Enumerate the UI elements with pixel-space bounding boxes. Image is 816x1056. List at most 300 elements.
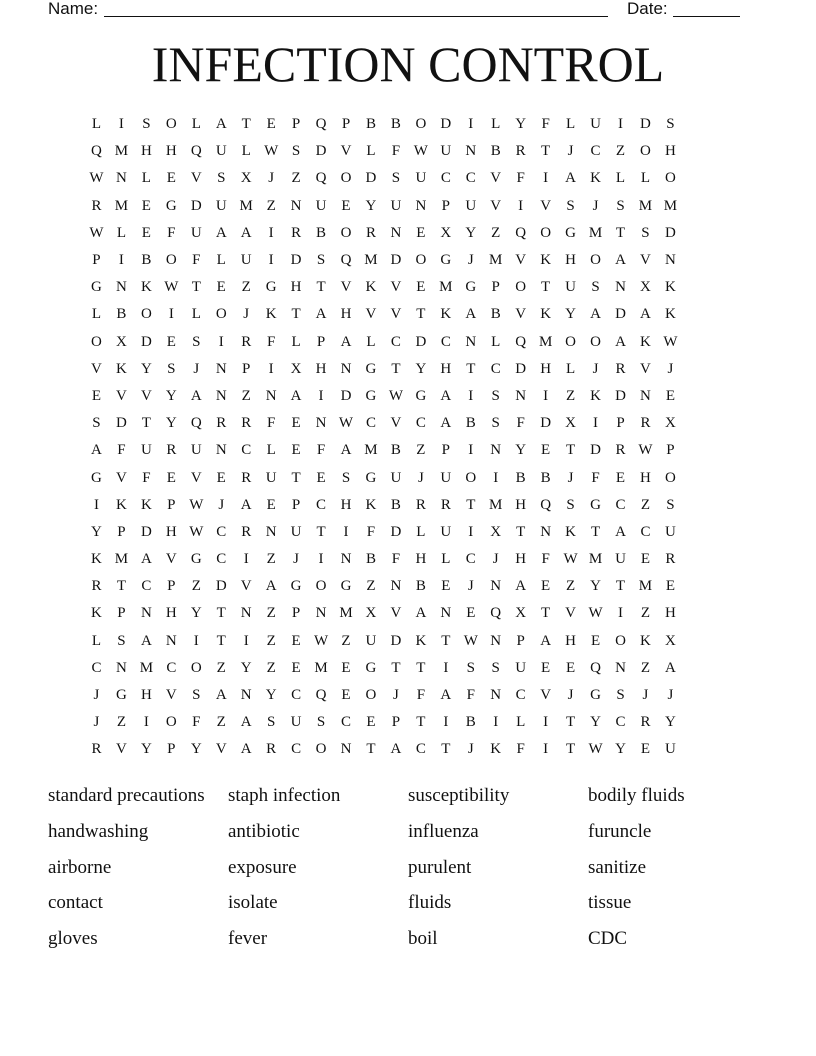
grid-letter[interactable]: Z [615, 143, 626, 160]
grid-letter[interactable]: X [490, 523, 502, 540]
grid-letter[interactable]: O [91, 333, 102, 350]
grid-letter[interactable]: A [465, 306, 477, 323]
grid-letter[interactable]: K [540, 306, 552, 323]
grid-letter[interactable]: O [465, 469, 477, 486]
grid-letter[interactable]: G [365, 387, 377, 404]
grid-letter[interactable]: O [640, 143, 651, 160]
grid-letter[interactable]: E [266, 116, 276, 133]
grid-letter[interactable]: K [640, 632, 651, 649]
grid-letter[interactable]: U [290, 523, 302, 540]
grid-letter[interactable]: Z [566, 387, 576, 404]
grid-letter[interactable]: P [167, 496, 176, 513]
grid-letter[interactable]: T [241, 116, 251, 133]
grid-letter[interactable]: C [590, 143, 601, 160]
grid-letter[interactable]: T [291, 469, 301, 486]
grid-letter[interactable]: R [640, 415, 651, 432]
grid-letter[interactable]: T [416, 714, 426, 731]
grid-letter[interactable]: C [316, 496, 327, 513]
grid-letter[interactable]: Q [91, 143, 102, 160]
grid-letter[interactable]: F [117, 442, 126, 459]
grid-letter[interactable]: U [590, 116, 601, 133]
grid-letter[interactable]: R [365, 224, 376, 241]
grid-letter[interactable]: G [365, 469, 377, 486]
grid-letter[interactable]: V [390, 415, 402, 432]
grid-letter[interactable]: U [440, 469, 452, 486]
grid-letter[interactable]: G [91, 469, 102, 486]
grid-letter[interactable]: A [515, 578, 527, 595]
grid-letter[interactable]: C [615, 496, 626, 513]
grid-letter[interactable]: D [640, 116, 651, 133]
grid-letter[interactable]: C [390, 333, 401, 350]
grid-letter[interactable]: R [415, 496, 426, 513]
grid-letter[interactable]: S [192, 687, 201, 704]
grid-letter[interactable]: S [641, 224, 650, 241]
grid-letter[interactable]: D [390, 632, 402, 649]
grid-letter[interactable]: N [465, 143, 477, 160]
grid-letter[interactable]: K [590, 170, 601, 187]
grid-letter[interactable]: F [192, 252, 201, 269]
grid-letter[interactable]: Q [515, 333, 527, 350]
grid-letter[interactable]: N [390, 578, 402, 595]
grid-letter[interactable]: N [116, 279, 127, 296]
grid-letter[interactable]: E [541, 578, 551, 595]
grid-letter[interactable]: F [416, 687, 426, 704]
grid-letter[interactable]: T [316, 279, 326, 296]
grid-letter[interactable]: R [640, 714, 651, 731]
grid-letter[interactable]: F [391, 551, 401, 568]
grid-letter[interactable]: S [491, 659, 500, 676]
grid-letter[interactable]: S [491, 387, 500, 404]
grid-letter[interactable]: B [490, 143, 501, 160]
grid-letter[interactable]: U [515, 659, 527, 676]
grid-letter[interactable]: S [466, 659, 475, 676]
grid-letter[interactable]: E [590, 632, 601, 649]
grid-letter[interactable]: P [167, 741, 176, 758]
grid-letter[interactable]: S [316, 714, 326, 731]
grid-letter[interactable]: N [240, 605, 252, 622]
grid-letter[interactable]: I [468, 116, 474, 133]
grid-letter[interactable]: S [341, 469, 351, 486]
grid-letter[interactable]: W [313, 632, 329, 649]
grid-letter[interactable]: D [540, 415, 552, 432]
grid-letter[interactable]: C [291, 687, 302, 704]
grid-letter[interactable]: D [615, 387, 626, 404]
grid-letter[interactable]: T [615, 224, 626, 241]
grid-letter[interactable]: V [140, 387, 152, 404]
grid-letter[interactable]: D [390, 523, 402, 540]
grid-letter[interactable]: J [293, 551, 300, 568]
grid-letter[interactable]: A [664, 659, 676, 676]
grid-letter[interactable]: W [563, 551, 578, 568]
grid-letter[interactable]: Z [416, 442, 426, 459]
grid-letter[interactable]: B [365, 116, 376, 133]
grid-letter[interactable]: P [92, 252, 101, 269]
grid-letter[interactable]: V [640, 252, 651, 269]
grid-letter[interactable]: A [215, 116, 227, 133]
grid-letter[interactable]: J [392, 687, 399, 704]
grid-letter[interactable]: C [640, 523, 651, 540]
grid-letter[interactable]: C [166, 659, 177, 676]
grid-letter[interactable]: O [340, 170, 352, 187]
grid-letter[interactable]: I [268, 252, 274, 269]
grid-letter[interactable]: S [142, 116, 151, 133]
grid-letter[interactable]: D [515, 360, 527, 377]
grid-letter[interactable]: B [540, 469, 551, 486]
grid-letter[interactable]: A [390, 741, 402, 758]
grid-letter[interactable]: U [190, 224, 202, 241]
grid-letter[interactable]: O [515, 279, 527, 296]
grid-letter[interactable]: U [664, 741, 676, 758]
grid-letter[interactable]: K [116, 496, 127, 513]
grid-letter[interactable]: P [391, 714, 401, 731]
grid-letter[interactable]: R [241, 415, 252, 432]
grid-letter[interactable]: I [318, 551, 324, 568]
grid-letter[interactable]: Q [315, 687, 327, 704]
grid-letter[interactable]: O [590, 252, 601, 269]
grid-letter[interactable]: I [443, 659, 449, 676]
grid-letter[interactable]: N [664, 252, 676, 269]
grid-letter[interactable]: K [640, 333, 651, 350]
grid-letter[interactable]: H [165, 143, 177, 160]
grid-letter[interactable]: F [167, 224, 176, 241]
grid-letter[interactable]: X [664, 632, 676, 649]
grid-letter[interactable]: C [490, 360, 501, 377]
grid-letter[interactable]: R [515, 143, 526, 160]
grid-letter[interactable]: N [340, 360, 352, 377]
grid-letter[interactable]: I [218, 333, 224, 350]
grid-letter[interactable]: J [93, 714, 100, 731]
grid-letter[interactable]: R [615, 360, 626, 377]
grid-letter[interactable]: S [266, 714, 276, 731]
grid-letter[interactable]: I [268, 224, 274, 241]
grid-letter[interactable]: B [515, 469, 526, 486]
grid-letter[interactable]: Z [266, 197, 276, 214]
grid-letter[interactable]: D [116, 415, 127, 432]
grid-letter[interactable]: T [466, 496, 476, 513]
grid-letter[interactable]: F [192, 714, 201, 731]
grid-letter[interactable]: L [441, 551, 451, 568]
grid-letter[interactable]: V [490, 197, 502, 214]
grid-letter[interactable]: W [189, 523, 204, 540]
grid-letter[interactable]: N [116, 659, 127, 676]
grid-letter[interactable]: P [441, 442, 450, 459]
grid-letter[interactable]: N [490, 687, 502, 704]
grid-letter[interactable]: K [365, 279, 377, 296]
grid-letter[interactable]: Z [216, 714, 226, 731]
grid-letter[interactable]: P [242, 360, 251, 377]
grid-letter[interactable]: I [143, 714, 149, 731]
grid-letter[interactable]: S [616, 687, 625, 704]
grid-letter[interactable]: V [116, 469, 127, 486]
grid-letter[interactable]: M [364, 442, 378, 459]
grid-letter[interactable]: E [615, 469, 626, 486]
grid-letter[interactable]: H [415, 551, 427, 568]
grid-letter[interactable]: A [140, 632, 152, 649]
grid-letter[interactable]: T [416, 306, 426, 323]
grid-letter[interactable]: C [415, 415, 426, 432]
grid-letter[interactable]: Z [640, 496, 651, 513]
grid-letter[interactable]: C [341, 714, 352, 731]
grid-letter[interactable]: N [165, 632, 177, 649]
grid-letter[interactable]: F [366, 523, 376, 540]
grid-letter[interactable]: U [390, 197, 402, 214]
grid-letter[interactable]: V [515, 252, 527, 269]
grid-letter[interactable]: S [666, 116, 675, 133]
grid-letter[interactable]: P [441, 197, 450, 214]
grid-letter[interactable]: N [240, 687, 252, 704]
grid-letter[interactable]: I [493, 714, 499, 731]
grid-letter[interactable]: L [191, 306, 201, 323]
grid-letter[interactable]: Z [266, 551, 276, 568]
grid-letter[interactable]: Y [240, 659, 252, 676]
grid-letter[interactable]: U [465, 197, 477, 214]
grid-letter[interactable]: C [216, 551, 227, 568]
grid-letter[interactable]: H [515, 551, 527, 568]
grid-letter[interactable]: P [341, 116, 351, 133]
grid-letter[interactable]: Q [490, 605, 502, 622]
grid-letter[interactable]: T [516, 523, 526, 540]
grid-letter[interactable]: I [193, 632, 199, 649]
grid-letter[interactable]: Z [266, 605, 276, 622]
grid-letter[interactable]: X [515, 605, 527, 622]
grid-letter[interactable]: Q [340, 252, 352, 269]
grid-letter[interactable]: M [139, 659, 154, 676]
grid-letter[interactable]: V [540, 687, 552, 704]
grid-letter[interactable]: D [415, 333, 427, 350]
grid-letter[interactable]: L [491, 116, 501, 133]
grid-letter[interactable]: L [416, 523, 426, 540]
grid-letter[interactable]: U [315, 197, 327, 214]
grid-letter[interactable]: O [590, 333, 601, 350]
grid-letter[interactable]: W [388, 387, 403, 404]
grid-letter[interactable]: H [140, 687, 152, 704]
grid-letter[interactable]: O [315, 741, 327, 758]
grid-letter[interactable]: E [291, 442, 301, 459]
grid-letter[interactable]: V [515, 306, 527, 323]
grid-letter[interactable]: J [667, 687, 674, 704]
grid-letter[interactable]: C [415, 741, 426, 758]
grid-letter[interactable]: H [140, 143, 152, 160]
grid-letter[interactable]: G [190, 551, 202, 568]
grid-letter[interactable]: Y [190, 741, 202, 758]
grid-letter[interactable]: P [291, 116, 301, 133]
grid-letter[interactable]: N [515, 387, 527, 404]
grid-letter[interactable]: B [390, 442, 401, 459]
grid-letter[interactable]: C [615, 714, 626, 731]
grid-letter[interactable]: E [665, 578, 675, 595]
grid-letter[interactable]: I [468, 442, 474, 459]
grid-letter[interactable]: P [616, 415, 625, 432]
grid-letter[interactable]: P [167, 578, 176, 595]
grid-letter[interactable]: K [140, 279, 152, 296]
grid-letter[interactable]: V [540, 197, 552, 214]
grid-letter[interactable]: A [440, 687, 452, 704]
grid-letter[interactable]: N [465, 333, 477, 350]
grid-letter[interactable]: U [290, 714, 302, 731]
grid-letter[interactable]: H [315, 360, 327, 377]
grid-letter[interactable]: K [540, 252, 552, 269]
grid-letter[interactable]: E [291, 659, 301, 676]
grid-letter[interactable]: Z [341, 632, 351, 649]
grid-letter[interactable]: Y [140, 741, 152, 758]
grid-letter[interactable]: R [241, 523, 252, 540]
grid-letter[interactable]: L [191, 116, 201, 133]
grid-letter[interactable]: V [190, 170, 202, 187]
grid-letter[interactable]: S [666, 496, 675, 513]
grid-letter[interactable]: P [117, 605, 126, 622]
grid-letter[interactable]: N [390, 224, 402, 241]
grid-letter[interactable]: Z [491, 224, 501, 241]
grid-letter[interactable]: E [166, 333, 176, 350]
grid-letter[interactable]: O [415, 116, 427, 133]
grid-letter[interactable]: Y [515, 442, 527, 459]
grid-letter[interactable]: E [291, 415, 301, 432]
grid-letter[interactable]: E [541, 442, 551, 459]
grid-letter[interactable]: G [265, 279, 277, 296]
grid-letter[interactable]: A [240, 741, 252, 758]
grid-letter[interactable]: I [318, 387, 324, 404]
grid-letter[interactable]: B [415, 578, 426, 595]
grid-letter[interactable]: G [365, 659, 377, 676]
grid-letter[interactable]: N [140, 605, 152, 622]
grid-letter[interactable]: L [141, 170, 151, 187]
grid-letter[interactable]: A [415, 605, 427, 622]
date-blank-line[interactable] [673, 0, 740, 17]
grid-letter[interactable]: D [290, 252, 302, 269]
grid-letter[interactable]: H [565, 632, 576, 649]
grid-letter[interactable]: G [565, 224, 576, 241]
grid-letter[interactable]: J [243, 306, 250, 323]
grid-letter[interactable]: T [216, 605, 226, 622]
grid-letter[interactable]: O [365, 687, 377, 704]
grid-letter[interactable]: B [390, 116, 401, 133]
grid-letter[interactable]: W [338, 415, 354, 432]
grid-letter[interactable]: L [615, 170, 626, 187]
grid-letter[interactable]: O [615, 632, 626, 649]
grid-letter[interactable]: I [118, 252, 124, 269]
grid-letter[interactable]: I [617, 116, 623, 133]
grid-letter[interactable]: K [91, 605, 102, 622]
grid-letter[interactable]: J [567, 687, 574, 704]
grid-letter[interactable]: T [541, 143, 551, 160]
grid-letter[interactable]: S [192, 333, 201, 350]
grid-letter[interactable]: H [340, 306, 352, 323]
grid-letter[interactable]: Z [191, 578, 201, 595]
grid-letter[interactable]: M [489, 496, 503, 513]
grid-letter[interactable]: V [490, 170, 502, 187]
grid-letter[interactable]: Y [165, 415, 177, 432]
grid-letter[interactable]: E [216, 469, 226, 486]
grid-letter[interactable]: Y [415, 360, 427, 377]
grid-letter[interactable]: D [140, 523, 152, 540]
grid-letter[interactable]: Y [190, 605, 202, 622]
grid-letter[interactable]: B [316, 224, 327, 241]
grid-letter[interactable]: I [543, 387, 549, 404]
grid-letter[interactable]: T [391, 360, 401, 377]
grid-letter[interactable]: G [165, 197, 177, 214]
grid-letter[interactable]: X [664, 415, 676, 432]
grid-letter[interactable]: A [290, 387, 302, 404]
grid-letter[interactable]: S [616, 197, 625, 214]
grid-letter[interactable]: M [114, 197, 129, 214]
grid-letter[interactable]: S [566, 197, 575, 214]
grid-letter[interactable]: M [239, 197, 253, 214]
grid-letter[interactable]: Y [140, 360, 152, 377]
grid-letter[interactable]: A [640, 306, 651, 323]
grid-letter[interactable]: R [241, 333, 252, 350]
grid-letter[interactable]: Q [540, 496, 552, 513]
grid-letter[interactable]: A [240, 224, 252, 241]
grid-letter[interactable]: T [541, 605, 551, 622]
grid-letter[interactable]: J [592, 360, 599, 377]
grid-letter[interactable]: B [465, 714, 476, 731]
grid-letter[interactable]: W [588, 741, 603, 758]
grid-letter[interactable]: J [93, 687, 100, 704]
grid-letter[interactable]: W [663, 333, 678, 350]
grid-letter[interactable]: T [391, 659, 401, 676]
grid-letter[interactable]: R [91, 741, 102, 758]
grid-letter[interactable]: T [416, 659, 426, 676]
grid-letter[interactable]: V [91, 360, 102, 377]
grid-letter[interactable]: V [390, 605, 402, 622]
grid-letter[interactable]: U [140, 442, 152, 459]
grid-letter[interactable]: T [441, 632, 451, 649]
grid-letter[interactable]: W [164, 279, 179, 296]
grid-letter[interactable]: V [340, 143, 352, 160]
grid-letter[interactable]: U [190, 442, 202, 459]
grid-letter[interactable]: R [241, 469, 252, 486]
grid-letter[interactable]: E [341, 687, 351, 704]
grid-letter[interactable]: Z [566, 578, 576, 595]
grid-letter[interactable]: P [291, 605, 301, 622]
grid-letter[interactable]: N [615, 279, 626, 296]
grid-letter[interactable]: D [315, 143, 327, 160]
grid-letter[interactable]: T [366, 741, 376, 758]
grid-letter[interactable]: F [541, 116, 550, 133]
grid-letter[interactable]: M [114, 143, 129, 160]
grid-letter[interactable]: T [216, 632, 226, 649]
grid-letter[interactable]: A [215, 687, 227, 704]
grid-letter[interactable]: F [142, 469, 151, 486]
grid-letter[interactable]: N [315, 605, 327, 622]
grid-letter[interactable]: E [416, 224, 426, 241]
grid-letter[interactable]: U [390, 469, 402, 486]
grid-letter[interactable]: O [540, 224, 552, 241]
grid-letter[interactable]: K [490, 741, 502, 758]
grid-letter[interactable]: T [541, 279, 551, 296]
grid-letter[interactable]: O [664, 170, 676, 187]
grid-letter[interactable]: L [366, 143, 376, 160]
grid-letter[interactable]: J [567, 469, 574, 486]
grid-letter[interactable]: L [116, 224, 127, 241]
grid-letter[interactable]: I [93, 496, 99, 513]
grid-letter[interactable]: I [243, 632, 249, 649]
grid-letter[interactable]: N [640, 387, 651, 404]
grid-letter[interactable]: V [390, 306, 402, 323]
grid-letter[interactable]: F [591, 469, 600, 486]
grid-letter[interactable]: I [468, 387, 474, 404]
grid-letter[interactable]: U [365, 632, 377, 649]
grid-letter[interactable]: N [215, 387, 227, 404]
grid-letter[interactable]: H [664, 143, 676, 160]
grid-letter[interactable]: E [665, 387, 675, 404]
grid-letter[interactable]: N [265, 387, 277, 404]
grid-letter[interactable]: I [168, 306, 174, 323]
grid-letter[interactable]: G [116, 687, 127, 704]
grid-letter[interactable]: O [215, 306, 227, 323]
grid-letter[interactable]: J [467, 741, 474, 758]
grid-letter[interactable]: E [91, 387, 102, 404]
